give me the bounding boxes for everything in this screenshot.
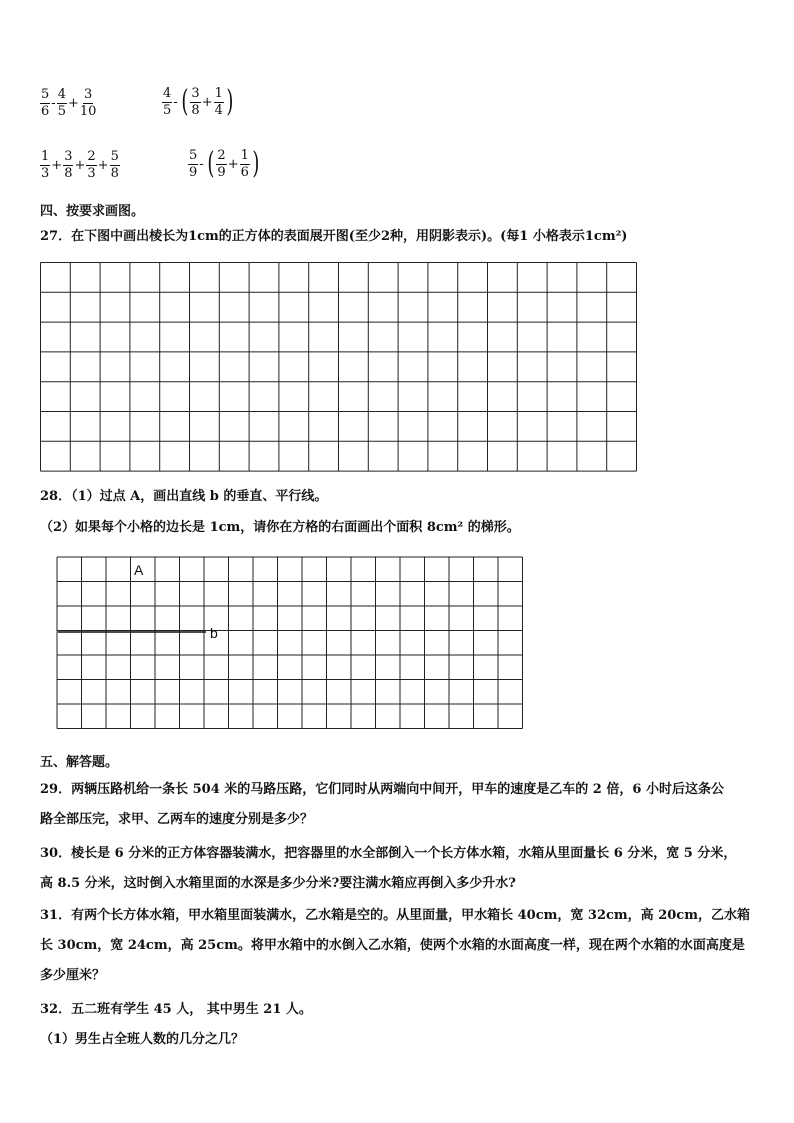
question-32-line-1: 32．五二班有学生 45 人， 其中男生 21 人。	[40, 1002, 312, 1017]
right-parenthesis: )	[226, 84, 234, 119]
fraction: $\frac{3}{8}$	[64, 149, 73, 181]
question-28-part-1: 28．（1）过点 A，画出直线 b 的垂直、平行线。	[40, 489, 328, 504]
question-30-line-2: 高 8.5 分米，这时倒入水箱里面的水深是多少分米?要注满水箱应再倒入多少升水?	[40, 876, 516, 891]
expression-3	[40, 150, 120, 181]
operator: +	[201, 94, 213, 110]
fraction: $\frac{5}{6}$	[41, 87, 50, 119]
operator: -	[51, 96, 56, 111]
grid-q28[interactable]	[56, 556, 526, 736]
question-28-part-2: （2）如果每个小格的边长是 1cm，请你在方格的右面画出个面积 8cm² 的梯形。	[40, 520, 520, 535]
expression-4	[188, 148, 262, 180]
operator: +	[227, 156, 239, 172]
question-31-line-2: 长 30cm，宽 24cm，高 25cm。将甲水箱中的水倒入乙水箱，使两个水箱的水面高度一样，现在两个水箱的水面高度是	[40, 938, 745, 953]
line-b-label: b	[210, 625, 218, 641]
fraction: $\frac{1}{4}$	[214, 85, 223, 118]
fraction: $\frac{4}{5}$	[163, 85, 172, 118]
fraction: $\frac{4}{5}$	[57, 87, 66, 119]
expression-2	[162, 86, 236, 118]
grid-q27[interactable]	[40, 262, 640, 472]
fraction: $\frac{2}{9}$	[217, 147, 226, 180]
left-parenthesis: (	[181, 84, 189, 119]
question-27: 27．在下图中画出棱长为1cm的正方体的表面展开图(至少2种，用阴影表示)。(每1 小格表示1cm²)	[40, 229, 628, 244]
fraction: $\frac{1}{3}$	[41, 149, 50, 181]
fraction: $\frac{5}{9}$	[189, 147, 198, 180]
grid-q28-svg[interactable]	[56, 556, 526, 736]
operator: +	[51, 158, 63, 173]
grid-q27-svg[interactable]	[40, 262, 640, 472]
operator: +	[97, 158, 109, 173]
operator: -	[199, 156, 204, 172]
question-30-line-1: 30．棱长是 6 分米的正方体容器装满水，把容器里的水全部倒入一个长方体水箱，水箱从里面量长 6 分米，宽 5 分米，	[40, 846, 737, 861]
operator: +	[67, 96, 79, 111]
fraction: $\frac{2}{3}$	[87, 149, 96, 181]
operator: -	[173, 94, 178, 110]
section-5-heading: 五、解答题。	[40, 755, 119, 770]
question-31-line-3: 多少厘米？	[40, 968, 106, 983]
fraction: $\frac{1}{6}$	[240, 147, 249, 180]
question-32-line-2: （1）男生占全班人数的几分之几？	[40, 1032, 245, 1047]
question-29-line-1: 29．两辆压路机给一条长 504 米的马路压路，它们同时从两端向中间开，甲车的速度是乙车的 2 倍，6 小时后这条公	[40, 782, 724, 797]
fraction: $\frac{3}{10}$	[79, 87, 97, 119]
question-29-line-2: 路全部压完，求甲、乙两车的速度分别是多少？	[40, 812, 314, 827]
expression-1	[40, 88, 96, 119]
right-parenthesis: )	[252, 146, 260, 181]
point-a-label: A	[134, 562, 144, 578]
section-4-heading: 四、按要求画图。	[40, 204, 145, 219]
fraction: $\frac{5}{8}$	[110, 149, 119, 181]
question-31-line-1: 31．有两个长方体水箱，甲水箱里面装满水，乙水箱是空的。从里面量，甲水箱长 40cm，宽 32cm，高 20cm，乙水箱	[40, 908, 750, 923]
operator: +	[74, 158, 86, 173]
left-parenthesis: (	[207, 146, 215, 181]
fraction: $\frac{3}{8}$	[191, 85, 200, 118]
